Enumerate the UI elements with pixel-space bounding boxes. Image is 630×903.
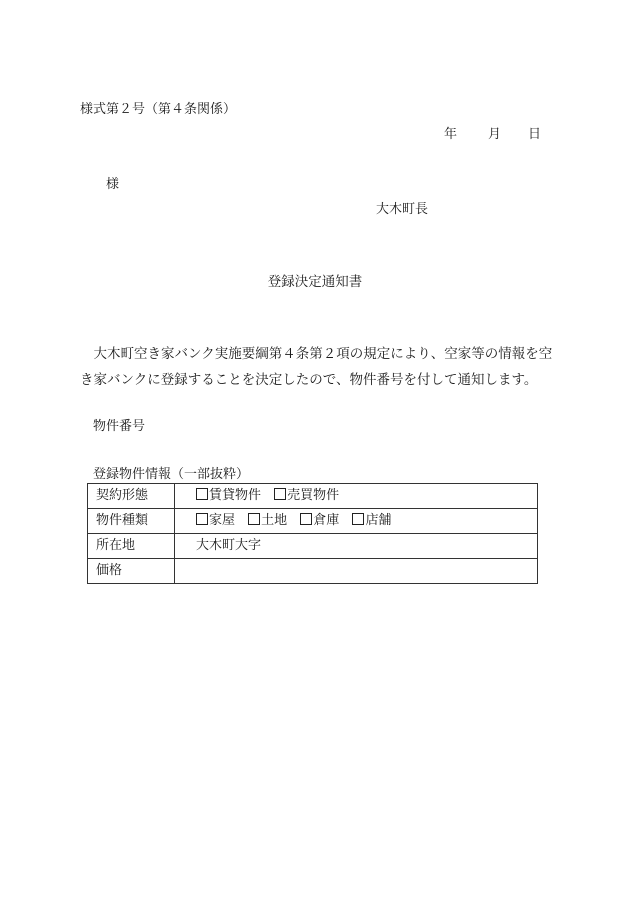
price-value[interactable]: [175, 559, 538, 584]
contract-type-label: 契約形態: [88, 484, 175, 509]
option-warehouse[interactable]: [300, 513, 339, 528]
option-sale-label: 売買物件: [287, 488, 340, 503]
table-row-contract: [88, 484, 538, 509]
table-row-location: [88, 534, 538, 559]
property-type-options: [175, 509, 538, 534]
form-number-label: 様式第２号（第４条関係）: [80, 102, 237, 117]
location-value[interactable]: 大木町大字: [175, 534, 538, 559]
option-rental[interactable]: [196, 488, 261, 503]
location-label: 所在地: [88, 534, 175, 559]
option-sale[interactable]: [274, 488, 339, 503]
date-year: 年: [444, 127, 458, 142]
checkbox-icon[interactable]: [274, 488, 286, 500]
property-number-label: 物件番号: [93, 419, 146, 434]
date-line: [444, 123, 541, 142]
price-label: 価格: [88, 559, 175, 584]
table-caption: 登録物件情報（一部抜粋）: [93, 467, 250, 482]
table-row-price: [88, 559, 538, 584]
property-type-label: 物件種類: [88, 509, 175, 534]
date-day: 日: [528, 127, 542, 142]
checkbox-icon[interactable]: [352, 513, 364, 525]
addressee-honorific: 様: [106, 177, 120, 192]
date-month: 月: [488, 127, 502, 142]
option-house[interactable]: [196, 513, 235, 528]
option-land[interactable]: [248, 513, 287, 528]
option-shop-label: 店舗: [365, 513, 392, 528]
table-row-type: [88, 509, 538, 534]
issuer-name: 大木町長: [376, 202, 429, 217]
checkbox-icon[interactable]: [196, 513, 208, 525]
option-house-label: 家屋: [209, 513, 236, 528]
checkbox-icon[interactable]: [196, 488, 208, 500]
property-info-table: [87, 483, 538, 584]
body-paragraph: 大木町空き家バンク実施要綱第４条第２項の規定により、空家等の情報を空き家バンクに登録することを決定したので、物件番号を付して通知します。: [80, 346, 553, 388]
checkbox-icon[interactable]: [248, 513, 260, 525]
checkbox-icon[interactable]: [300, 513, 312, 525]
document-title: 登録決定通知書: [267, 274, 363, 290]
option-rental-label: 賃貸物件: [209, 488, 262, 503]
option-shop[interactable]: [352, 513, 391, 528]
option-warehouse-label: 倉庫: [313, 513, 340, 528]
option-land-label: 土地: [261, 513, 288, 528]
contract-type-options: [175, 484, 538, 509]
